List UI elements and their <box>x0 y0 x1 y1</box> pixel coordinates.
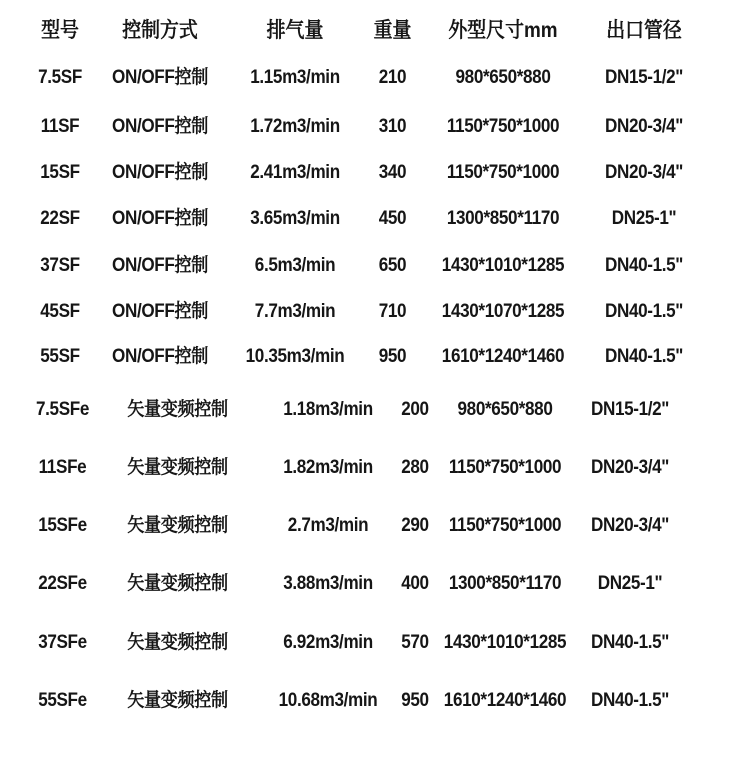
table-row <box>0 392 750 428</box>
dimensions-cell: 980*650*880 <box>457 399 553 420</box>
table-row <box>0 683 750 719</box>
header-dimensions: 外型尺寸mm <box>448 19 558 42</box>
table-row <box>0 248 750 284</box>
displacement-cell: 1.82m3/min <box>283 457 373 478</box>
table-row <box>0 508 750 544</box>
control-cell: 矢量变频控制 <box>127 690 228 711</box>
header-outlet: 出口管径 <box>606 19 682 42</box>
outlet-cell: DN15-1/2" <box>590 399 670 420</box>
control-cell: 矢量变频控制 <box>127 515 228 536</box>
control-cell: ON/OFF控制 <box>112 208 208 229</box>
table-row <box>0 566 750 602</box>
weight-cell: 950 <box>401 690 429 711</box>
table-row <box>0 339 750 375</box>
outlet-cell: DN25-1" <box>597 573 663 594</box>
dimensions-cell: 1150*750*1000 <box>446 116 560 137</box>
dimensions-cell: 1430*1070*1285 <box>441 301 565 322</box>
model-cell: 22SFe <box>38 573 87 594</box>
control-cell: ON/OFF控制 <box>112 255 208 276</box>
table-row <box>0 60 750 96</box>
dimensions-cell: 1300*850*1170 <box>446 208 560 229</box>
weight-cell: 290 <box>401 515 429 536</box>
weight-cell: 650 <box>378 255 407 276</box>
model-cell: 45SF <box>40 301 80 322</box>
model-cell: 11SFe <box>38 457 87 478</box>
weight-cell: 280 <box>401 457 429 478</box>
table-header-row <box>0 13 750 49</box>
displacement-cell: 3.65m3/min <box>250 208 340 229</box>
outlet-cell: DN40-1.5" <box>604 346 684 367</box>
dimensions-cell: 1610*1240*1460 <box>441 346 565 367</box>
weight-cell: 950 <box>378 346 407 367</box>
dimensions-cell: 1150*750*1000 <box>448 457 562 478</box>
weight-cell: 710 <box>378 301 407 322</box>
displacement-cell: 7.7m3/min <box>254 301 336 322</box>
table-row <box>0 109 750 145</box>
outlet-cell: DN20-3/4" <box>604 116 684 137</box>
displacement-cell: 6.5m3/min <box>254 255 336 276</box>
weight-cell: 450 <box>378 208 407 229</box>
table-row <box>0 450 750 486</box>
control-cell: 矢量变频控制 <box>127 632 228 653</box>
dimensions-cell: 1430*1010*1285 <box>441 255 565 276</box>
displacement-cell: 6.92m3/min <box>283 632 373 653</box>
outlet-cell: DN20-3/4" <box>590 515 670 536</box>
table-row <box>0 155 750 191</box>
model-cell: 22SF <box>40 208 80 229</box>
displacement-cell: 1.72m3/min <box>250 116 340 137</box>
weight-cell: 200 <box>401 399 429 420</box>
header-model: 型号 <box>41 19 79 42</box>
model-cell: 55SF <box>40 346 80 367</box>
model-cell: 37SF <box>40 255 80 276</box>
displacement-cell: 1.15m3/min <box>250 67 340 88</box>
model-cell: 11SF <box>40 116 80 137</box>
weight-cell: 570 <box>401 632 429 653</box>
displacement-cell: 10.68m3/min <box>278 690 378 711</box>
model-cell: 55SFe <box>38 690 87 711</box>
displacement-cell: 1.18m3/min <box>283 399 373 420</box>
table-row <box>0 294 750 330</box>
outlet-cell: DN20-3/4" <box>590 457 670 478</box>
control-cell: ON/OFF控制 <box>112 301 208 322</box>
control-cell: ON/OFF控制 <box>112 162 208 183</box>
dimensions-cell: 1300*850*1170 <box>448 573 562 594</box>
displacement-cell: 3.88m3/min <box>283 573 373 594</box>
dimensions-cell: 1430*1010*1285 <box>443 632 567 653</box>
outlet-cell: DN40-1.5" <box>604 255 684 276</box>
dimensions-cell: 1610*1240*1460 <box>443 690 567 711</box>
outlet-cell: DN40-1.5" <box>590 690 670 711</box>
model-cell: 37SFe <box>38 632 87 653</box>
control-cell: ON/OFF控制 <box>112 116 208 137</box>
header-displacement: 排气量 <box>266 19 324 42</box>
control-cell: 矢量变频控制 <box>127 399 228 420</box>
displacement-cell: 10.35m3/min <box>245 346 345 367</box>
model-cell: 15SF <box>40 162 80 183</box>
table-row <box>0 201 750 237</box>
weight-cell: 400 <box>401 573 429 594</box>
control-cell: 矢量变频控制 <box>127 457 228 478</box>
weight-cell: 210 <box>378 67 407 88</box>
model-cell: 15SFe <box>38 515 87 536</box>
table-row <box>0 625 750 661</box>
control-cell: ON/OFF控制 <box>112 67 208 88</box>
model-cell: 7.5SF <box>38 67 82 88</box>
weight-cell: 340 <box>378 162 407 183</box>
displacement-cell: 2.41m3/min <box>250 162 340 183</box>
dimensions-cell: 980*650*880 <box>455 67 551 88</box>
model-cell: 7.5SFe <box>36 399 89 420</box>
outlet-cell: DN20-3/4" <box>604 162 684 183</box>
dimensions-cell: 1150*750*1000 <box>446 162 560 183</box>
header-weight: 重量 <box>373 19 412 42</box>
weight-cell: 310 <box>378 116 407 137</box>
control-cell: 矢量变频控制 <box>127 573 228 594</box>
dimensions-cell: 1150*750*1000 <box>448 515 562 536</box>
displacement-cell: 2.7m3/min <box>287 515 369 536</box>
outlet-cell: DN25-1" <box>611 208 677 229</box>
control-cell: ON/OFF控制 <box>112 346 208 367</box>
outlet-cell: DN40-1.5" <box>604 301 684 322</box>
outlet-cell: DN40-1.5" <box>590 632 670 653</box>
header-control: 控制方式 <box>122 19 198 42</box>
outlet-cell: DN15-1/2" <box>604 67 684 88</box>
